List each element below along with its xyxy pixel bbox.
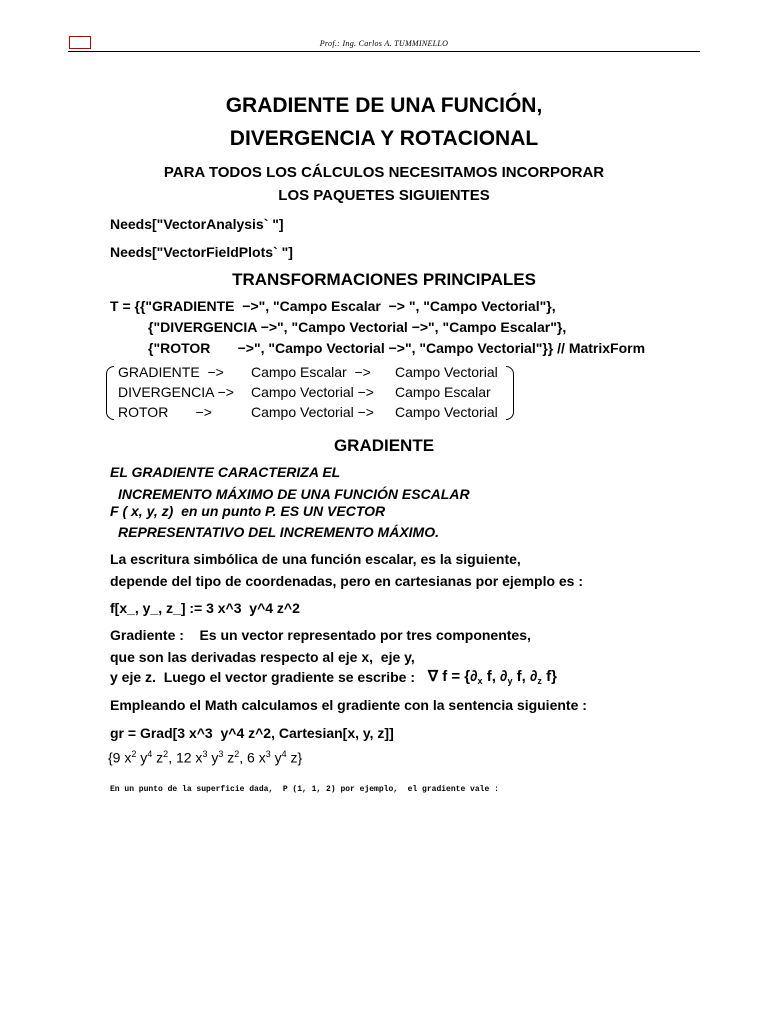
needs-vector-field-plots: Needs["VectorFieldPlots` "] [110,244,293,260]
header-rule [68,51,700,52]
paragraph-math-intro: Empleando el Math calculamos el gradiente con la sentencia siguiente : [110,697,587,713]
matrix-cell: ROTOR −> [118,404,212,420]
transform-code-line-1: T = {{"GRADIENTE −>", "Campo Escalar −> ", "Campo Vectorial"}, [110,298,556,314]
matrix-right-paren [506,366,514,420]
matrix-cell: Campo Vectorial −> [251,384,374,400]
matrix-cell: Campo Vectorial [395,404,498,420]
title-line-1: GRADIENTE DE UNA FUNCIÓN, [225,94,543,117]
footnote-evaluation: En un punto de la superficie dada, P (1, 1, 2) por ejemplo, el gradiente vale : [110,785,499,794]
title-line-2: DIVERGENCIA Y ROTACIONAL [229,127,539,150]
function-args: ( x, y, z) [122,503,174,519]
grad-command: gr = Grad[3 x^3 y^4 z^2, Cartesian[x, y, z]] [110,725,394,741]
gradient-formula: ∇ $f = \{\partial_x$ f, $\partial_y$ f, $\partial_z$ f} [428,668,557,686]
paragraph-line-1: La escritura simbólica de una función escalar, es la siguiente, [110,551,521,567]
gradient-result: {9 $x^2$ $y^4$ $z^2$, 12 $x^3$ $y^3$ $z^2$, 6 $x^3$ $y^4$ z} [108,749,303,766]
transformations-heading: TRANSFORMACIONES PRINCIPALES [232,270,536,289]
matrix-cell: Campo Vectorial −> [251,404,374,420]
paragraph-line-2: depende del tipo de coordenadas, pero en cartesianas por ejemplo es : [110,573,584,589]
matrix-cell: Campo Escalar −> [251,364,371,380]
subtitle-line-1: PARA TODOS LOS CÁLCULOS NECESITAMOS INCORPORAR [163,164,605,181]
matrix-cell: Campo Vectorial [395,364,498,380]
function-definition: f[x_, y_, z_] := 3 x^3 y^4 z^2 [110,600,300,616]
gradient-text-line-3: y eje z. Luego el vector gradiente se escribe : [110,669,416,685]
gradient-definition-line-4: REPRESENTATIVO DEL INCREMENTO MÁXIMO. [118,524,439,540]
page-header: Prof.: Ing. Carlos A. TUMMINELLO [319,39,449,48]
function-rest: en un punto P. ES UN VECTOR [181,503,386,519]
gradient-heading: GRADIENTE [333,436,435,455]
gradient-definition-line-3 [110,503,385,519]
matrix-cell: DIVERGENCIA −> [118,384,234,400]
matrix-cell: GRADIENTE −> [118,364,224,380]
subtitle-line-2: LOS PAQUETES SIGUIENTES [278,187,490,204]
matrix-form-output [106,362,514,422]
needs-vector-analysis: Needs["VectorAnalysis` "] [110,216,284,232]
gradient-definition-line-1: EL GRADIENTE CARACTERIZA EL [110,464,341,480]
function-name: F [110,503,119,519]
gradient-definition-line-2: INCREMENTO MÁXIMO DE UNA FUNCIÓN ESCALAR [118,486,470,502]
transform-code-line-3: {"ROTOR −>", "Campo Vectorial −>", "Campo Vectorial"}} // MatrixForm [148,340,646,356]
transform-code-line-2: {"DIVERGENCIA −>", "Campo Vectorial −>", "Campo Escalar"}, [148,319,567,335]
gradient-text-line-1: Gradiente : Es un vector representado por tres componentes, [110,627,531,643]
matrix-cell: Campo Escalar [395,384,491,400]
gradient-text-line-2: que son las derivadas respecto al eje x, eje y, [110,649,415,665]
matrix-left-paren [106,366,114,420]
